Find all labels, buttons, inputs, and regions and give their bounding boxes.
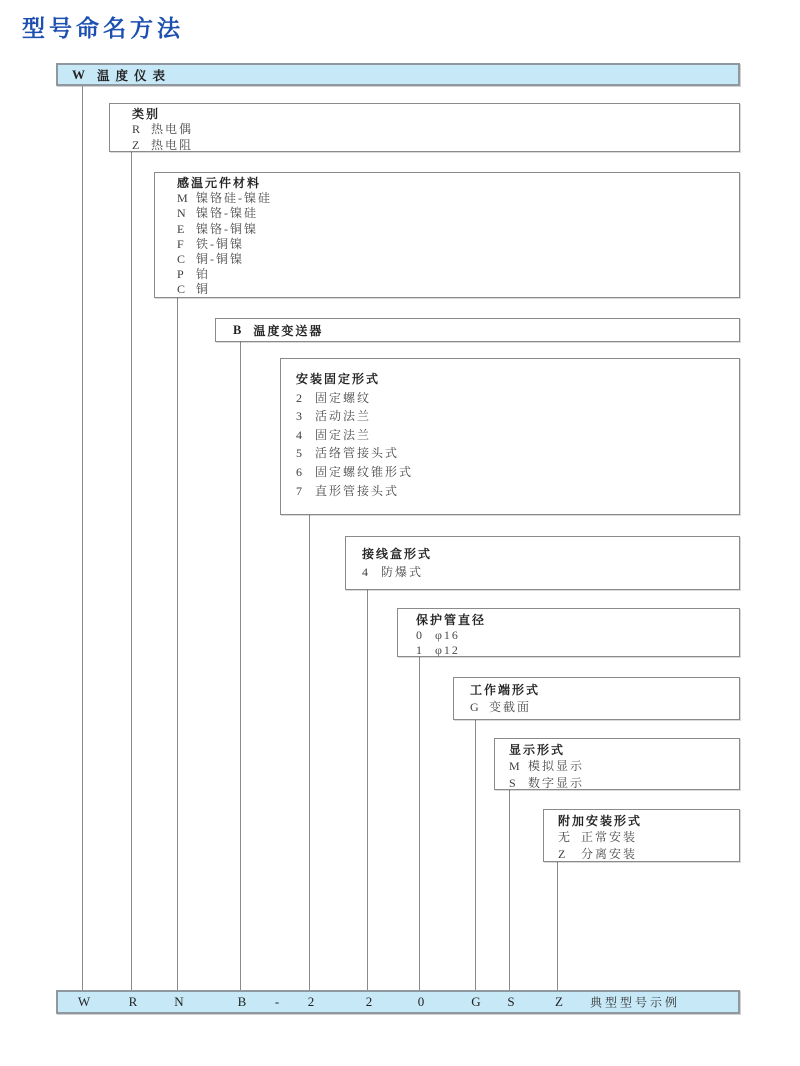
item-row: [416, 643, 739, 658]
item-code: M: [177, 191, 188, 206]
top-bar-label: 温度仪表: [97, 68, 172, 83]
item-label: 活动法兰: [315, 409, 372, 424]
box-transmitter: [215, 318, 740, 342]
connector-line-additional-mount: [557, 862, 558, 990]
model-code-char: 2: [307, 994, 315, 1009]
model-code-char: Z: [555, 994, 563, 1009]
item-row: [296, 389, 739, 408]
item-row: [177, 267, 739, 282]
item-row: [177, 222, 739, 237]
connector-line-display: [509, 790, 510, 990]
item-row: [296, 426, 739, 445]
item-code: 0: [416, 627, 422, 642]
item-code: 4: [362, 565, 368, 579]
bottom-bar-caption: 典型型号示例: [590, 995, 681, 1010]
box-display-style-header: 显示形式: [509, 743, 566, 757]
item-row: [416, 628, 739, 643]
item-code: 7: [296, 483, 302, 498]
model-code-char: B: [237, 994, 247, 1009]
box-junction-box-style: [345, 536, 740, 590]
item-code: S: [509, 775, 516, 790]
box-sensing-material-header: 感温元件材料: [177, 176, 262, 190]
box-transmitter-header: 温度变送器: [253, 323, 324, 338]
connector-line-transmitter: [240, 342, 241, 990]
item-code: N: [177, 206, 186, 221]
item-label: 直形管接头式: [315, 483, 400, 498]
item-row: [362, 563, 739, 581]
item-label: 镍铬-铜镍: [196, 221, 258, 236]
item-code: 4: [296, 427, 302, 442]
box-mounting-style: [280, 358, 740, 515]
box-working-end-style: [453, 677, 740, 720]
connector-line-tube-diameter: [419, 657, 420, 990]
item-code: 3: [296, 409, 302, 424]
item-code: E: [177, 221, 185, 236]
item-label: 模拟显示: [528, 759, 585, 774]
item-label: 防爆式: [381, 565, 424, 579]
item-label: 热电偶: [151, 122, 194, 137]
item-code: 5: [296, 446, 302, 461]
item-row: [558, 829, 739, 845]
item-label: 固定螺纹锥形式: [315, 464, 414, 479]
item-row: [177, 252, 739, 267]
item-row: [177, 191, 739, 206]
item-row: [296, 444, 739, 463]
item-label: 铂: [196, 267, 211, 282]
item-label: 铜: [196, 282, 211, 297]
item-row: [509, 758, 739, 774]
box-protection-tube-header: 保护管直径: [416, 613, 487, 627]
box-mounting-style-header: 安装固定形式: [296, 372, 381, 386]
box-junction-box-header: 接线盒形式: [362, 547, 433, 561]
item-code: C: [177, 252, 186, 267]
box-category-header: 类别: [132, 107, 161, 121]
item-label: 固定法兰: [315, 427, 372, 442]
item-label: 热电阻: [151, 137, 194, 152]
item-label: φ12: [435, 642, 460, 657]
model-code-char: -: [274, 994, 280, 1009]
connector-line-material: [177, 298, 178, 990]
page-title: 型号命名方法: [22, 15, 184, 41]
box-category: [109, 103, 740, 152]
item-label: φ16: [435, 627, 460, 642]
item-code: F: [177, 236, 184, 251]
item-code: Z: [558, 846, 566, 861]
model-code-char: 0: [417, 994, 425, 1009]
item-row: [177, 282, 739, 297]
model-code-char: R: [128, 994, 138, 1009]
connector-line-working-end: [475, 720, 476, 990]
item-label: 铁-铜镍: [196, 236, 244, 251]
item-code: 无: [558, 830, 571, 845]
item-label: 固定螺纹: [315, 390, 372, 405]
item-row: [558, 846, 739, 862]
item-code: G: [470, 699, 479, 714]
item-code: M: [509, 759, 520, 774]
model-code-char: W: [77, 994, 91, 1009]
model-code-char: G: [471, 994, 481, 1009]
item-code: 2: [296, 390, 302, 405]
box-working-end-header: 工作端形式: [470, 683, 541, 697]
box-additional-mounting: [543, 809, 740, 862]
item-row: [296, 482, 739, 501]
box-display-style: [494, 738, 740, 790]
connector-line-w: [82, 86, 83, 990]
model-code-char: S: [507, 994, 515, 1009]
item-code: 1: [416, 642, 422, 657]
item-code: R: [132, 122, 141, 137]
model-code-char: 2: [365, 994, 373, 1009]
item-label: 变截面: [489, 699, 532, 714]
box-sensing-material: [154, 172, 740, 298]
item-row: [509, 775, 739, 791]
item-label: 活络管接头式: [315, 446, 400, 461]
connector-line-category: [131, 152, 132, 990]
item-code: P: [177, 267, 184, 282]
top-bar-code: W: [72, 66, 85, 82]
item-row: [470, 699, 739, 716]
item-row: [296, 463, 739, 482]
item-row: [296, 407, 739, 426]
item-code: Z: [132, 137, 140, 152]
item-label: 正常安装: [581, 830, 638, 845]
bottom-model-code-bar: [56, 990, 740, 1014]
box-transmitter-code: B: [233, 322, 242, 337]
item-label: 数字显示: [528, 775, 585, 790]
item-row: [132, 138, 739, 153]
item-code: C: [177, 282, 186, 297]
item-row: [177, 206, 739, 221]
item-label: 镍铬-镍硅: [196, 206, 258, 221]
box-protection-tube-diameter: [397, 608, 740, 657]
connector-line-junction-box: [367, 590, 368, 990]
item-label: 镍铬硅-镍硅: [196, 191, 272, 206]
top-bar-temperature-instrument: [56, 63, 740, 86]
item-code: 6: [296, 464, 302, 479]
item-row: [177, 237, 739, 252]
item-row: [132, 122, 739, 137]
item-label: 分离安装: [581, 846, 638, 861]
connector-line-mounting: [309, 515, 310, 990]
model-code-char: N: [174, 994, 184, 1009]
item-label: 铜-铜镍: [196, 252, 244, 267]
box-additional-mounting-header: 附加安装形式: [558, 814, 643, 828]
